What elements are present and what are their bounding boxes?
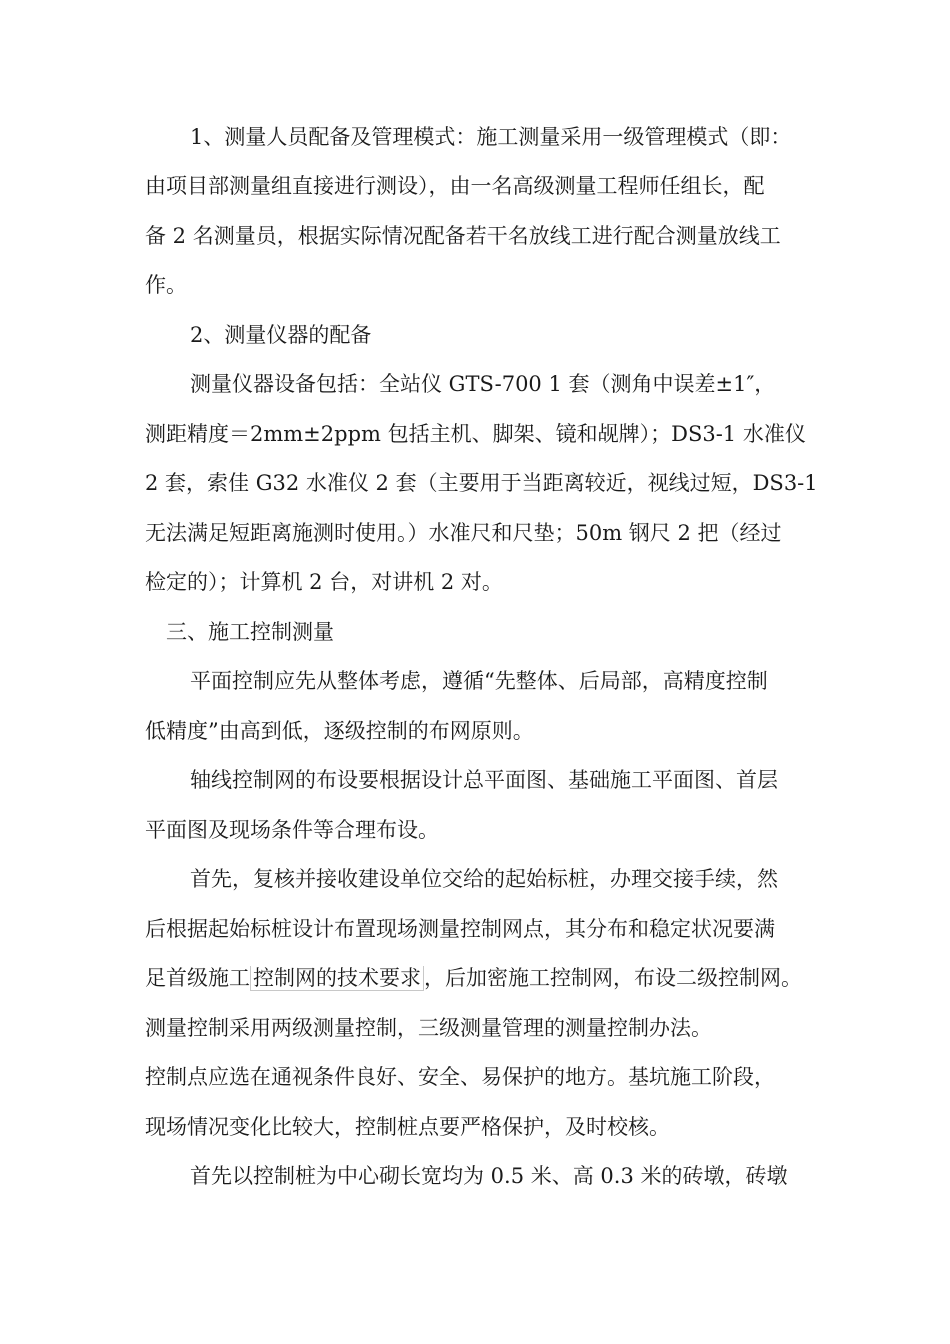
paragraph-line: 2 套，索佳 G32 水准仪 2 套（主要用于当距离较近，视线过短，DS3-1 (145, 471, 818, 495)
text-segment: 足首级施工 (145, 966, 250, 990)
highlighted-text-box: 控制网的技术要求 (250, 966, 424, 991)
section-heading: 2、测量仪器的配备 (190, 323, 372, 347)
paragraph-line: 首先，复核并接收建设单位交给的起始标桩，办理交接手续，然 (190, 867, 778, 891)
paragraph-line (145, 963, 802, 993)
paragraph-line: 备 2 名测量员，根据实际情况配备若干名放线工进行配合测量放线工 (145, 224, 781, 248)
paragraph-line: 测距精度＝2mm±2ppm 包括主机、脚架、镜和觇牌）；DS3-1 水准仪 (145, 422, 806, 446)
section-heading: 三、施工控制测量 (166, 620, 334, 644)
paragraph-line: 平面图及现场条件等合理布设。 (145, 818, 439, 842)
paragraph-line: 1、测量人员配备及管理模式：施工测量采用一级管理模式（即： (190, 125, 792, 149)
paragraph-line: 平面控制应先从整体考虑，遵循“先整体、后局部，高精度控制 (190, 669, 768, 693)
paragraph-line: 现场情况变化比较大，控制桩点要严格保护，及时校核。 (145, 1115, 670, 1139)
text-segment: ，后加密施工控制网，布设二级控制网。 (424, 966, 802, 990)
paragraph-line: 由项目部测量组直接进行测设），由一名高级测量工程师任组长，配 (145, 174, 765, 198)
paragraph-line: 控制点应选在通视条件良好、安全、易保护的地方。基坑施工阶段， (145, 1065, 775, 1089)
paragraph-line: 测量控制采用两级测量控制，三级测量管理的测量控制办法。 (145, 1016, 712, 1040)
paragraph-line: 检定的）；计算机 2 台，对讲机 2 对。 (145, 570, 503, 594)
paragraph-line: 作。 (145, 273, 187, 297)
paragraph-line: 低精度”由高到低，逐级控制的布网原则。 (145, 719, 534, 743)
paragraph-line: 首先以控制桩为中心砌长宽均为 0.5 米、高 0.3 米的砖墩，砖墩 (190, 1164, 788, 1188)
paragraph-line: 无法满足短距离施测时使用。）水准尺和尺垫；50m 钢尺 2 把（经过 (145, 521, 782, 545)
paragraph-line: 后根据起始标桩设计布置现场测量控制网点，其分布和稳定状况要满 (145, 917, 775, 941)
paragraph-line: 轴线控制网的布设要根据设计总平面图、基础施工平面图、首层 (190, 768, 778, 792)
paragraph-line: 测量仪器设备包括：全站仪 GTS-700 1 套（测角中误差±1″， (190, 372, 776, 396)
